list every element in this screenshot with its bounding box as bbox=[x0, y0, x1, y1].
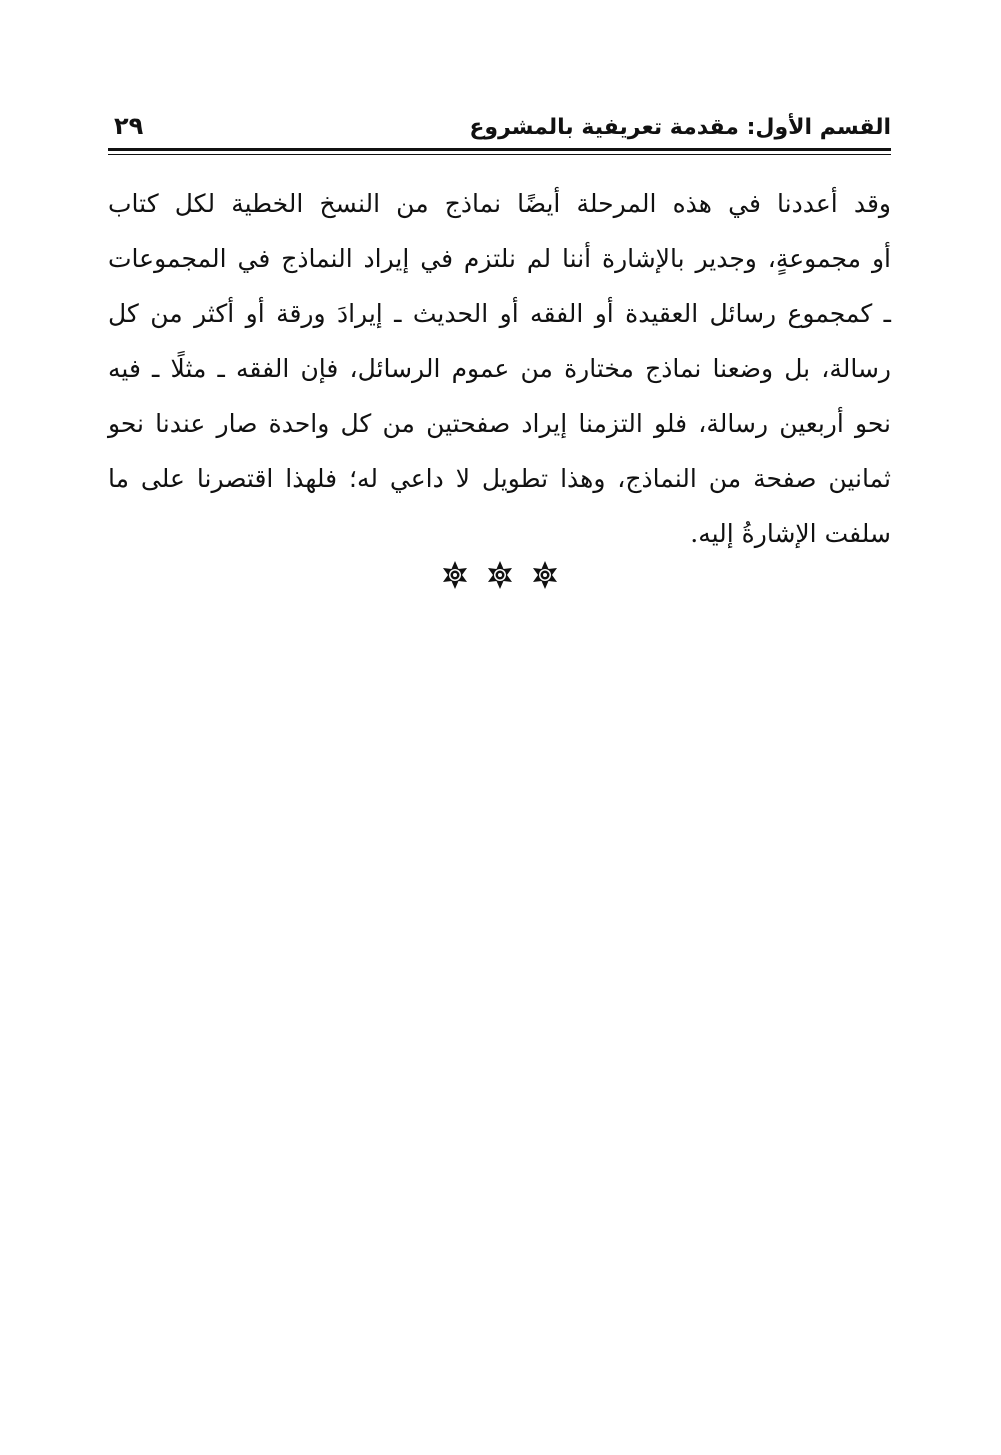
body-line: رسالة، بل وضعنا نماذج مختارة من عموم الرسائل، فإن الفقه ـ مثلًا ـ فيه bbox=[108, 354, 891, 383]
running-header bbox=[108, 110, 891, 150]
section-title: القسم الأول: مقدمة تعريفية بالمشروع bbox=[469, 115, 891, 140]
section-end-ornaments bbox=[440, 558, 560, 592]
body-line: ـ كمجموع رسائل العقيدة أو الفقه أو الحديث ـ إيرادَ ورقة أو أكثر من كل bbox=[108, 299, 891, 328]
star-flower-ornament-icon bbox=[440, 560, 470, 590]
body-line: ثمانين صفحة من النماذج، وهذا تطويل لا داعي له؛ فلهذا اقتصرنا على ما bbox=[108, 464, 891, 493]
body-line: وقد أعددنا في هذه المرحلة أيضًا نماذج من النسخ الخطية لكل كتاب bbox=[108, 189, 891, 218]
header-rule-thick bbox=[108, 148, 891, 151]
body-paragraph bbox=[108, 176, 891, 561]
body-line: نحو أربعين رسالة، فلو التزمنا إيراد صفحتين من كل واحدة صار عندنا نحو bbox=[108, 409, 891, 438]
body-line: أو مجموعةٍ، وجدير بالإشارة أننا لم نلتزم في إيراد النماذج في المجموعات bbox=[108, 244, 891, 273]
star-flower-ornament-icon bbox=[530, 560, 560, 590]
body-line: سلفت الإشارةُ إليه. bbox=[690, 519, 891, 548]
header-rule-thin bbox=[108, 154, 891, 155]
page-number: ٢٩ bbox=[114, 112, 144, 140]
star-flower-ornament-icon bbox=[485, 560, 515, 590]
